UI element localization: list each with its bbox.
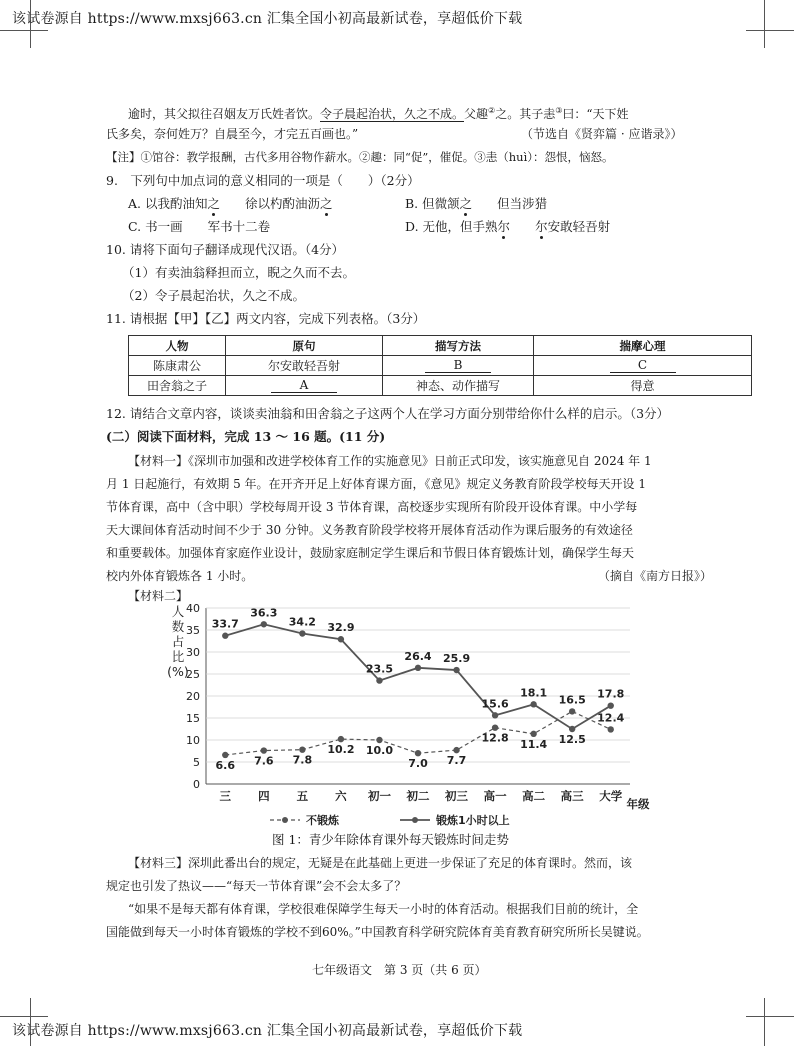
data-point bbox=[338, 736, 344, 742]
q12-stem: 12. 请结合文章内容，谈谈卖油翁和田舍翁之子这两个人在学习方面分别带给你什么样的启示。（3分） bbox=[106, 406, 670, 421]
data-point bbox=[415, 750, 421, 756]
x-tick-label: 初三 bbox=[445, 789, 469, 803]
answer-blank-b[interactable]: B bbox=[425, 358, 491, 373]
y-axis-label: 人 bbox=[171, 604, 185, 619]
crop-mark bbox=[764, 0, 765, 48]
material-2-label: 【材料二】 bbox=[128, 589, 189, 603]
table-cell: 陈康肃公 bbox=[129, 356, 226, 376]
legend-marker bbox=[282, 817, 288, 823]
x-axis-label: 年级 bbox=[626, 797, 650, 811]
data-label: 25.9 bbox=[442, 652, 471, 666]
q10-sentence-2: （2）令子晨起治状，久之不成。 bbox=[122, 288, 305, 303]
data-point bbox=[222, 752, 228, 758]
table-cell bbox=[534, 356, 752, 376]
material-3-line: 【材料三】深圳此番出台的规定，无疑是在此基础上更进一步保证了充足的体育课时。然而，该 bbox=[128, 856, 633, 870]
passage-line-1: 逾时，其父拟往召姻友万氏姓者饮。令子晨起治状，久之不成。父趣②之。其子恚③曰：“天下姓 bbox=[128, 106, 629, 121]
q9-stem: 9. 下列句中加点词的意义相同的一项是（ ）（2分） bbox=[106, 173, 420, 188]
q11-stem: 11. 请根据【甲】【乙】两文内容，完成下列表格。（3分） bbox=[106, 311, 426, 326]
series-line-over-1h bbox=[225, 624, 610, 729]
y-tick-label: 0 bbox=[193, 778, 200, 791]
data-point bbox=[261, 621, 267, 627]
y-tick-label: 30 bbox=[186, 646, 200, 659]
crop-mark bbox=[0, 30, 48, 31]
x-tick-label: 大学 bbox=[599, 789, 623, 803]
data-point bbox=[338, 636, 344, 642]
q10-stem: 10. 请将下面句子翻译成现代汉语。（4分） bbox=[106, 242, 345, 257]
data-point bbox=[261, 747, 267, 753]
data-label: 6.6 bbox=[215, 758, 236, 772]
crop-mark bbox=[764, 998, 765, 1046]
data-point bbox=[530, 731, 536, 737]
legend-label: 锻炼1小时以上 bbox=[436, 814, 510, 827]
y-tick-label: 35 bbox=[186, 624, 200, 637]
crop-mark bbox=[746, 30, 794, 31]
y-axis-label: (%) bbox=[167, 664, 189, 679]
section-2-title: (二）阅读下面材料，完成 13 ～ 16 题。(11 分) bbox=[106, 429, 386, 444]
y-tick-label: 5 bbox=[193, 756, 200, 769]
x-tick-label: 四 bbox=[258, 789, 270, 803]
table-header: 人物 bbox=[129, 336, 226, 356]
data-point bbox=[299, 746, 305, 752]
table-header: 揣摩心理 bbox=[534, 336, 752, 356]
legend-label: 不锻炼 bbox=[306, 814, 339, 827]
data-label: 10.2 bbox=[327, 743, 355, 757]
table-header: 原句 bbox=[226, 336, 383, 356]
x-tick-label: 初二 bbox=[406, 789, 430, 803]
data-label: 23.5 bbox=[365, 662, 394, 676]
q9-option-a: A. 以我酌油知之 徐以杓酌油沥之 bbox=[128, 196, 333, 211]
data-point bbox=[222, 633, 228, 639]
q9-option-d: D. 无他，但手熟尔 尔安敢轻吾射 bbox=[405, 219, 611, 234]
data-label: 12.8 bbox=[481, 731, 509, 745]
table-row bbox=[129, 356, 752, 376]
watermark-top: 该试卷源自 https://www.mxsj663.cn 汇集全国小初高最新试卷，享超低价下载 bbox=[12, 11, 523, 27]
data-label: 34.2 bbox=[288, 615, 316, 629]
table-cell bbox=[226, 376, 383, 396]
q11-table bbox=[128, 335, 752, 396]
data-label: 15.6 bbox=[481, 697, 509, 711]
data-label: 36.3 bbox=[250, 606, 278, 620]
table-cell bbox=[383, 356, 534, 376]
table-row bbox=[129, 376, 752, 396]
chart-caption: 图 1：青少年除体育课外每天锻炼时间走势 bbox=[272, 832, 509, 847]
material-1-line: 【材料一】《深圳市加强和改进学校体育工作的实施意见》日前正式印发，该实施意见自 2024 年 1 bbox=[128, 454, 652, 468]
q9-option-c: C. 书一画 军书十二卷 bbox=[128, 219, 271, 234]
data-point bbox=[453, 747, 459, 753]
q10-sentence-1: （1）有卖油翁释担而立，睨之久而不去。 bbox=[122, 265, 355, 280]
data-point bbox=[530, 701, 536, 707]
table-header: 描写方法 bbox=[383, 336, 534, 356]
data-label: 33.7 bbox=[211, 617, 239, 631]
material-1-line: 月 1 日起施行，有效期 5 年。在开齐开足上好体育课方面，《意见》规定义务教育阶段学校每天开设 1 bbox=[106, 477, 646, 491]
data-label: 7.7 bbox=[446, 754, 467, 768]
data-label: 18.1 bbox=[520, 686, 548, 700]
material-1-line: 天大课间体育活动时间不少于 30 分钟。义务教育阶段学校将开展体育活动作为课后服务的有效途径 bbox=[106, 523, 633, 537]
crop-mark bbox=[0, 1016, 48, 1017]
table-cell: 神态、动作描写 bbox=[383, 376, 534, 396]
passage-source: （节选自《贤弈篇 · 应谐录》） bbox=[521, 127, 683, 141]
answer-blank-a[interactable]: A bbox=[271, 378, 337, 393]
q9-option-b: B. 但微颔之 但当涉猎 bbox=[405, 196, 548, 211]
y-tick-label: 25 bbox=[186, 668, 200, 681]
answer-blank-c[interactable]: C bbox=[610, 358, 676, 373]
y-axis-label: 占 bbox=[171, 634, 185, 649]
material-1-line: 节体育课，高中（含中职）学校每周开设 3 节体育课，高校逐步实现所有阶段开设体育课。中小学每 bbox=[106, 500, 638, 514]
data-label: 7.0 bbox=[408, 757, 428, 771]
data-point bbox=[376, 737, 382, 743]
x-tick-label: 高一 bbox=[483, 789, 507, 803]
y-tick-label: 40 bbox=[186, 602, 200, 615]
data-label: 32.9 bbox=[327, 621, 355, 635]
y-axis-label: 数 bbox=[171, 619, 185, 634]
y-tick-label: 10 bbox=[186, 734, 200, 747]
x-tick-label: 高三 bbox=[560, 789, 584, 803]
data-point bbox=[608, 702, 614, 708]
data-point bbox=[492, 724, 498, 730]
crop-mark bbox=[746, 1016, 794, 1017]
data-label: 17.8 bbox=[597, 687, 625, 701]
data-label: 12.5 bbox=[558, 733, 586, 746]
material-1-line: 校内外体育锻炼各 1 小时。 bbox=[106, 569, 254, 583]
passage-line-2: 氏多矣，奈何姓万？自晨至今，才完五百画也。” bbox=[106, 127, 359, 141]
data-label: 7.8 bbox=[292, 753, 313, 767]
x-tick-label: 六 bbox=[335, 789, 347, 803]
watermark-bottom: 该试卷源自 https://www.mxsj663.cn 汇集全国小初高最新试卷，享超低价下载 bbox=[12, 1023, 523, 1039]
data-label: 16.5 bbox=[558, 693, 586, 707]
data-label: 11.4 bbox=[520, 737, 548, 751]
data-label: 12.4 bbox=[597, 711, 625, 725]
material-1-source: （摘自《南方日报》） bbox=[598, 569, 713, 583]
x-tick-label: 五 bbox=[296, 789, 309, 803]
material-3-line: 规定也引发了热议——“每天一节体育课”会不会太多了？ bbox=[106, 879, 407, 893]
table-cell: 得意 bbox=[534, 376, 752, 396]
table-cell: 尔安敢轻吾射 bbox=[226, 356, 383, 376]
data-point bbox=[299, 630, 305, 636]
data-label: 10.0 bbox=[365, 744, 394, 757]
data-point bbox=[569, 726, 575, 732]
page-footer: 七年级语文 第 3 页（共 6 页） bbox=[312, 963, 487, 977]
data-label: 26.4 bbox=[404, 649, 432, 663]
data-point bbox=[608, 726, 614, 732]
passage-note: 【注】①馆谷：教学报酬，古代多用谷物作薪水。②趣：同“促”，催促。③恚（huì）：怨恨，恼怒。 bbox=[106, 150, 614, 164]
data-point bbox=[492, 712, 498, 718]
table-cell: 田舍翁之子 bbox=[129, 376, 226, 396]
y-tick-label: 20 bbox=[186, 690, 200, 703]
y-axis-label: 比 bbox=[171, 649, 185, 664]
x-tick-label: 初一 bbox=[367, 789, 391, 803]
y-tick-label: 15 bbox=[186, 712, 200, 725]
data-point bbox=[453, 667, 459, 673]
data-point bbox=[376, 677, 382, 683]
x-tick-label: 三 bbox=[219, 789, 232, 803]
material-3-line: 国能做到每天一小时体育锻炼的学校不到60%。”中国教育科学研究院体育美育教育研究所所长吴键说。 bbox=[106, 925, 649, 939]
legend-marker bbox=[412, 817, 418, 823]
line-chart bbox=[150, 600, 650, 836]
x-tick-label: 高二 bbox=[522, 789, 546, 803]
material-3-line: “如果不是每天都有体育课，学校很难保障学生每天一小时的体育活动。根据我们目前的统计，全 bbox=[128, 902, 639, 916]
data-point bbox=[569, 708, 575, 714]
material-1-line: 和重要载体。加强体育家庭作业设计，鼓励家庭制定学生课后和节假日体育锻炼计划，确保学生每天 bbox=[106, 546, 635, 560]
data-label: 7.6 bbox=[254, 754, 274, 768]
data-point bbox=[415, 665, 421, 671]
